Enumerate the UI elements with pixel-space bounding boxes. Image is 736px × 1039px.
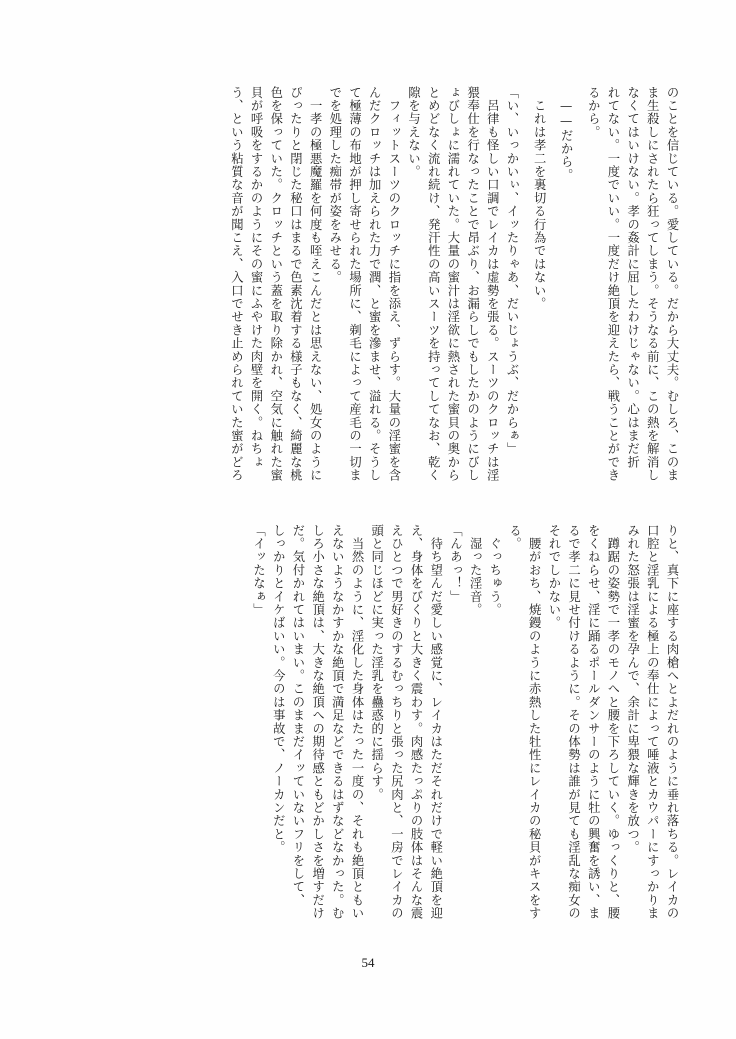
text-column: しろ小さな絶頂は、大きな絶頂への期待感ともどかしさを増すだけ bbox=[310, 524, 325, 920]
text-column: ぴったりと閉じた秘口はまるで色素沈着する様子もなく、綺麗な桃 bbox=[288, 86, 303, 482]
text-column: をくねらせ、淫に踊るポールダンサーのように牡の興奮を誘い、ま bbox=[586, 524, 601, 920]
text-column: 「い、いっかいぃ、イッたりゃあ、だいじょうぶ、だからぁ」 bbox=[505, 86, 520, 456]
text-column: 腰がおち、焼鏝のように赤熱した牡性にレイカの秘貝がキスをす bbox=[527, 524, 542, 920]
text-column: りと、真下に座する肉槍へとよだれのように垂れ落ちる。レイカの bbox=[665, 524, 679, 920]
text-column: 呂律も怪しい口調でレイカは虚勢を張る。スーツのクロッチは淫 bbox=[485, 86, 500, 482]
text-column: とめどなく流れ続け、発汗性の高いスーツを持ってしてなお、乾く bbox=[426, 86, 441, 482]
text-column: 隙を与えない。 bbox=[406, 86, 421, 179]
text-column: て極薄の布地が押し寄せられた場所に、剃毛によって産毛の一切ま bbox=[347, 86, 362, 482]
text-column: 頭と同じほどに実った淫乳を蠱惑的に揺らす。 bbox=[369, 524, 384, 802]
text-column: 口腔と淫乳による極上の奉仕によって唾液とカウパーにすっかりま bbox=[645, 524, 660, 920]
text-column: ——だから。 bbox=[559, 86, 574, 182]
main-text-lower bbox=[245, 524, 678, 944]
text-column: しっかりとイケばいい。今のは事故で、ノーカンだと。 bbox=[271, 524, 286, 854]
text-column: 当然のように、淫化した身体はたった一度の、それも絶頂ともい bbox=[350, 524, 364, 920]
text-column: フィットスーツのクロッチに指を添え、ずらす。大量の淫蜜を含 bbox=[386, 86, 401, 482]
text-column: う、という粘質な音が聞こえ、入口でせき止められていた蜜がどろ bbox=[229, 86, 244, 482]
text-column: んだクロッチは加えられた力で潤、と蜜を滲ませ、溢れる。そうし bbox=[367, 86, 382, 482]
text-column: 待ち望んだ愛しい感覚に、レイカはただそれだけで軽い絶頂を迎 bbox=[428, 524, 443, 920]
text-column: 貝が呼吸をするかのようにその蜜にふやけた肉壁を開く。ねちょ bbox=[249, 86, 264, 469]
text-column: だ。気付かれてはいまい。このままだイッていないフリをして、 bbox=[290, 524, 305, 907]
text-column: 「イッたなぁ」 bbox=[251, 524, 266, 617]
text-column: これは孝二を裏切る行為ではない。 bbox=[532, 86, 547, 311]
text-column: でを処理した痴帯が姿をみせる。 bbox=[327, 86, 342, 284]
text-column: 色を保っていた。クロッチという蓋を取り除かれ、空気に触れた蜜 bbox=[268, 86, 283, 482]
text-column: えないようなかすかな絶頂で満足などできるはずなどなかった。む bbox=[330, 524, 345, 920]
main-text-upper bbox=[223, 86, 678, 506]
text-column: それでしかない。 bbox=[546, 524, 561, 630]
text-column: 一孝の極悪魔羅を何度も咥えこんだとは思えない、処女のように bbox=[308, 86, 323, 482]
text-column: のことを信じている。愛している。だから大丈夫。むしろ、このま bbox=[665, 86, 679, 482]
text-column: るから。 bbox=[586, 86, 601, 139]
text-column: る。 bbox=[507, 524, 522, 551]
text-column: るで孝二に見せ付けるように。その体勢は誰が見ても淫乱な痴女の bbox=[566, 524, 581, 920]
text-column: れてない。一度でいい。一度だけ絶頂を迎えたら、戦うことができ bbox=[605, 86, 620, 482]
text-column: ま生殺しにされたら狂ってしまう。そうなる前に、この熱を解消し bbox=[645, 86, 660, 482]
text-column: 蹲踞の姿勢で一孝のモノへと腰を下ろしていく。ゆっくりと、腰 bbox=[605, 524, 620, 920]
text-column: え、身体をびくりと大きく震わす。肉感たっぷりの肢体はそんな震 bbox=[409, 524, 424, 920]
text-column: えひとつで男好きのするむっちりと張った尻肉と、一房でレイカの bbox=[389, 524, 404, 920]
text-column: 「んあっ！」 bbox=[448, 524, 463, 604]
text-column: なくてはいけない。孝の姦計に屈したわけじゃない。心はまだ折 bbox=[625, 86, 640, 469]
text-column: 猥奉仕を行なったことで昂ぶり、お漏らしでもしたかのようにびし bbox=[465, 86, 480, 482]
text-column: みれた怒張は淫蜜を孕んで、余計に卑猥な輝きを放つ。 bbox=[625, 524, 640, 854]
text-column: 湿った淫音。 bbox=[468, 524, 483, 617]
page-number: 54 bbox=[361, 955, 375, 970]
text-column: ょびしょに濡れていた。大量の蜜汁は淫欲に熱された蜜貝の奥から bbox=[445, 86, 460, 482]
text-column: ぐっちゅう。 bbox=[487, 524, 502, 617]
